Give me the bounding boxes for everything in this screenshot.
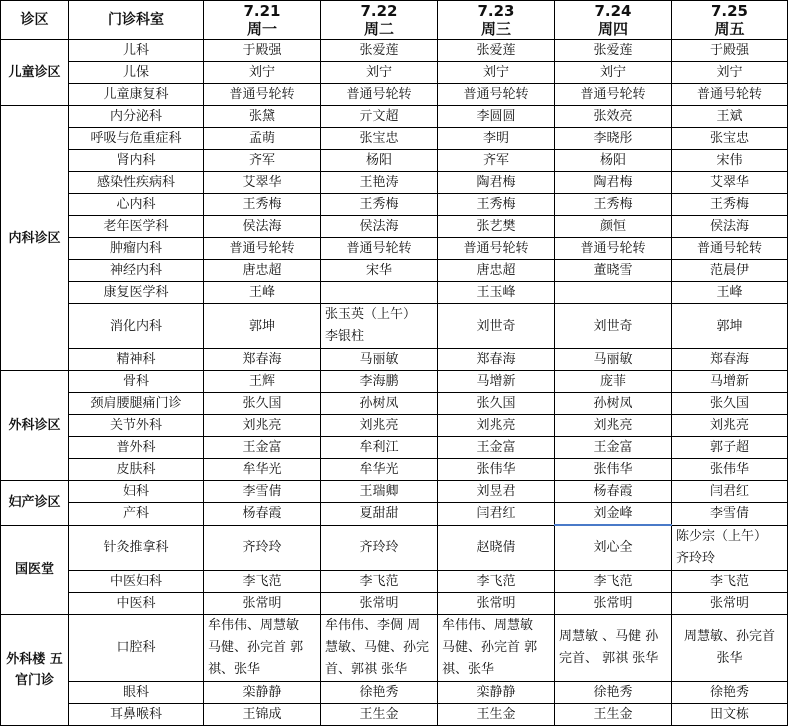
header-date: 7.23 [477, 2, 515, 20]
dept-cell: 神经内科 [69, 260, 204, 282]
doctor-cell: 赵晓倩 [438, 525, 555, 570]
doctor-cell: 孙树凤 [321, 393, 438, 415]
doctor-cell: 李飞范 [321, 570, 438, 592]
doctor-cell: 张常明 [321, 592, 438, 614]
doctor-cell: 栾静静 [204, 681, 321, 703]
doctor-cell: 侯法海 [204, 216, 321, 238]
doctor-cell: 李飞范 [204, 570, 321, 592]
dept-cell: 儿科 [69, 40, 204, 62]
doctor-cell: 王生金 [321, 703, 438, 725]
doctor-cell: 张常明 [672, 592, 788, 614]
table-row [1, 592, 788, 614]
doctor-cell: 郑春海 [438, 349, 555, 371]
doctor-cell: 侯法海 [672, 216, 788, 238]
doctor-cell: 张常明 [438, 592, 555, 614]
dept-cell: 呼吸与危重症科 [69, 128, 204, 150]
doctor-cell: 徐艳秀 [321, 681, 438, 703]
table-row [1, 128, 788, 150]
dept-cell: 儿保 [69, 62, 204, 84]
table-row [1, 614, 788, 681]
header-day-thu [555, 1, 672, 40]
doctor-cell: 栾静静 [438, 681, 555, 703]
table-row [1, 238, 788, 260]
doctor-cell: 王秀梅 [204, 194, 321, 216]
doctor-cell: 刘兆亮 [438, 415, 555, 437]
doctor-cell: 王斌 [672, 106, 788, 128]
doctor-cell: 刘兆亮 [321, 415, 438, 437]
doctor-cell: 刘昱君 [438, 481, 555, 503]
dept-cell: 普外科 [69, 437, 204, 459]
doctor-cell: 王金富 [555, 437, 672, 459]
doctor-cell: 张宝忠 [321, 128, 438, 150]
doctor-cell: 张伟华 [672, 459, 788, 481]
zone-cell-children: 儿童诊区 [1, 40, 69, 106]
header-day-wed [438, 1, 555, 40]
doctor-cell: 陈少宗（上午） 齐玲玲 [672, 525, 788, 570]
doctor-cell [321, 282, 438, 304]
doctor-cell: 王秀梅 [672, 194, 788, 216]
dept-cell: 皮肤科 [69, 459, 204, 481]
dept-cell: 老年医学科 [69, 216, 204, 238]
doctor-cell: 徐艳秀 [555, 681, 672, 703]
doctor-cell: 李明 [438, 128, 555, 150]
doctor-cell: 王峰 [204, 282, 321, 304]
table-row [1, 349, 788, 371]
doctor-cell: 张伟华 [555, 459, 672, 481]
doctor-cell: 齐军 [438, 150, 555, 172]
dept-cell: 消化内科 [69, 304, 204, 349]
doctor-cell: 孙树凤 [555, 393, 672, 415]
doctor-cell: 郭坤 [204, 304, 321, 349]
doctor-cell: 普通号轮转 [672, 238, 788, 260]
doctor-cell: 郑春海 [204, 349, 321, 371]
doctor-cell: 李海鹏 [321, 371, 438, 393]
table-row [1, 172, 788, 194]
doctor-cell: 张伟华 [438, 459, 555, 481]
doctor-cell: 宋伟 [672, 150, 788, 172]
dept-cell: 关节外科 [69, 415, 204, 437]
doctor-cell: 于殿强 [204, 40, 321, 62]
doctor-cell: 陶君梅 [555, 172, 672, 194]
doctor-cell: 唐忠超 [204, 260, 321, 282]
doctor-cell: 张效亮 [555, 106, 672, 128]
doctor-cell: 刘宁 [321, 62, 438, 84]
header-date: 7.24 [594, 2, 632, 20]
doctor-cell: 普通号轮转 [555, 84, 672, 106]
dept-cell: 中医科 [69, 592, 204, 614]
doctor-cell: 马增新 [438, 371, 555, 393]
doctor-cell: 刘宁 [555, 62, 672, 84]
table-row [1, 570, 788, 592]
doctor-cell: 刘金峰 [555, 503, 672, 526]
doctor-cell: 牟伟伟、周慧敏 马健、孙完首 郭祺、张华 [204, 614, 321, 681]
doctor-cell: 齐玲玲 [321, 525, 438, 570]
doctor-cell: 杨阳 [555, 150, 672, 172]
doctor-cell: 杨春霞 [204, 503, 321, 526]
doctor-cell: 李飞范 [555, 570, 672, 592]
doctor-cell: 陶君梅 [438, 172, 555, 194]
doctor-cell: 范晨伊 [672, 260, 788, 282]
header-date: 7.21 [243, 2, 281, 20]
table-row [1, 503, 788, 526]
dept-cell: 耳鼻喉科 [69, 703, 204, 725]
dept-cell: 骨科 [69, 371, 204, 393]
doctor-cell: 普通号轮转 [321, 84, 438, 106]
doctor-cell: 王生金 [438, 703, 555, 725]
table-row [1, 260, 788, 282]
dept-cell: 精神科 [69, 349, 204, 371]
doctor-cell: 牟利江 [321, 437, 438, 459]
table-row [1, 481, 788, 503]
doctor-cell: 李飞范 [672, 570, 788, 592]
doctor-cell: 马增新 [672, 371, 788, 393]
doctor-cell: 普通号轮转 [555, 238, 672, 260]
doctor-cell: 马丽敏 [555, 349, 672, 371]
doctor-cell: 闫君红 [438, 503, 555, 526]
doctor-cell: 郑春海 [672, 349, 788, 371]
doctor-cell: 李飞范 [438, 570, 555, 592]
dept-cell: 儿童康复科 [69, 84, 204, 106]
table-row [1, 304, 788, 349]
doctor-cell: 刘世奇 [438, 304, 555, 349]
doctor-cell: 张艺樊 [438, 216, 555, 238]
table-row [1, 371, 788, 393]
zone-cell-surgery: 外科诊区 [1, 371, 69, 481]
doctor-cell: 郭坤 [672, 304, 788, 349]
doctor-cell: 张久国 [204, 393, 321, 415]
table-row [1, 40, 788, 62]
doctor-cell: 徐艳秀 [672, 681, 788, 703]
doctor-cell: 王生金 [555, 703, 672, 725]
doctor-cell: 张玉英（上午） 李银柱 [321, 304, 438, 349]
doctor-cell: 张常明 [204, 592, 321, 614]
table-row [1, 459, 788, 481]
doctor-cell: 李雪倩 [204, 481, 321, 503]
zone-cell-surgery_bldg: 外科楼 五官门诊 [1, 614, 69, 725]
doctor-cell: 张黛 [204, 106, 321, 128]
dept-cell: 妇科 [69, 481, 204, 503]
doctor-cell: 张爱莲 [438, 40, 555, 62]
table-row [1, 194, 788, 216]
doctor-cell [555, 282, 672, 304]
doctor-cell: 王艳涛 [321, 172, 438, 194]
dept-cell: 肾内科 [69, 150, 204, 172]
doctor-cell: 刘世奇 [555, 304, 672, 349]
table-row [1, 216, 788, 238]
doctor-cell: 颜恒 [555, 216, 672, 238]
dept-cell: 中医妇科 [69, 570, 204, 592]
doctor-cell: 刘兆亮 [555, 415, 672, 437]
doctor-cell: 刘兆亮 [672, 415, 788, 437]
doctor-cell: 田文栋 [672, 703, 788, 725]
header-weekday: 周一 [246, 20, 277, 38]
doctor-cell: 宋华 [321, 260, 438, 282]
header-weekday: 周四 [597, 20, 628, 38]
doctor-cell: 普通号轮转 [321, 238, 438, 260]
zone-cell-internal: 内科诊区 [1, 106, 69, 371]
table-row [1, 62, 788, 84]
header-day-fri [672, 1, 788, 40]
doctor-cell: 周慧敏 、马健 孙完首、 郭祺 张华 [555, 614, 672, 681]
doctor-cell: 普通号轮转 [672, 84, 788, 106]
doctor-cell: 王峰 [672, 282, 788, 304]
table-row [1, 106, 788, 128]
table-row [1, 681, 788, 703]
dept-cell: 肿瘤内科 [69, 238, 204, 260]
header-dept: 门诊科室 [69, 1, 204, 40]
doctor-cell: 牟华光 [204, 459, 321, 481]
table-row [1, 415, 788, 437]
doctor-cell: 王玉峰 [438, 282, 555, 304]
dept-cell: 内分泌科 [69, 106, 204, 128]
header-zone: 诊区 [1, 1, 69, 40]
doctor-cell: 马丽敏 [321, 349, 438, 371]
doctor-cell: 牟伟伟、周慧敏 马健、孙完首 郭祺、张华 [438, 614, 555, 681]
doctor-cell: 周慧敏、孙完首 张华 [672, 614, 788, 681]
doctor-cell: 张久国 [672, 393, 788, 415]
header-weekday: 周三 [480, 20, 511, 38]
doctor-cell: 王辉 [204, 371, 321, 393]
dept-cell: 产科 [69, 503, 204, 526]
doctor-cell: 艾翠华 [672, 172, 788, 194]
doctor-cell: 张常明 [555, 592, 672, 614]
doctor-cell: 艾翠华 [204, 172, 321, 194]
doctor-cell: 李圆圆 [438, 106, 555, 128]
doctor-cell: 王秀梅 [438, 194, 555, 216]
table-row [1, 150, 788, 172]
doctor-cell: 普通号轮转 [204, 238, 321, 260]
doctor-cell: 齐军 [204, 150, 321, 172]
doctor-cell: 普通号轮转 [438, 84, 555, 106]
doctor-cell: 张宝忠 [672, 128, 788, 150]
header-day-mon [204, 1, 321, 40]
doctor-cell: 张爱莲 [321, 40, 438, 62]
doctor-cell: 刘心全 [555, 525, 672, 570]
doctor-cell: 李晓彤 [555, 128, 672, 150]
doctor-cell: 牟伟伟、李倜 周慧敏、马健、孙完首、郭祺 张华 [321, 614, 438, 681]
doctor-cell: 杨春霞 [555, 481, 672, 503]
doctor-cell: 亓文超 [321, 106, 438, 128]
doctor-cell: 刘兆亮 [204, 415, 321, 437]
header-date: 7.22 [360, 2, 398, 20]
table-row [1, 437, 788, 459]
table-row [1, 393, 788, 415]
dept-cell: 针灸推拿科 [69, 525, 204, 570]
doctor-cell: 李雪倩 [672, 503, 788, 526]
doctor-cell: 王秀梅 [555, 194, 672, 216]
header-weekday: 周二 [363, 20, 394, 38]
header-date: 7.25 [710, 2, 748, 20]
doctor-cell: 于殿强 [672, 40, 788, 62]
doctor-cell: 刘宁 [438, 62, 555, 84]
doctor-cell: 闫君红 [672, 481, 788, 503]
doctor-cell: 侯法海 [321, 216, 438, 238]
zone-cell-obgyn: 妇产诊区 [1, 481, 69, 526]
doctor-cell: 王锦成 [204, 703, 321, 725]
header-row [1, 1, 788, 40]
dept-cell: 眼科 [69, 681, 204, 703]
doctor-cell: 刘宁 [672, 62, 788, 84]
doctor-cell: 张爱莲 [555, 40, 672, 62]
table-row [1, 703, 788, 725]
doctor-cell: 张久国 [438, 393, 555, 415]
table-row [1, 525, 788, 570]
dept-cell: 感染性疾病科 [69, 172, 204, 194]
doctor-cell: 杨阳 [321, 150, 438, 172]
doctor-cell: 王金富 [204, 437, 321, 459]
dept-cell: 口腔科 [69, 614, 204, 681]
dept-cell: 康复医学科 [69, 282, 204, 304]
doctor-cell: 牟华光 [321, 459, 438, 481]
header-day-tue [321, 1, 438, 40]
doctor-cell: 唐忠超 [438, 260, 555, 282]
table-row [1, 282, 788, 304]
doctor-cell: 庞菲 [555, 371, 672, 393]
doctor-cell: 孟萌 [204, 128, 321, 150]
dept-cell: 心内科 [69, 194, 204, 216]
zone-cell-tcm: 国医堂 [1, 525, 69, 614]
doctor-cell: 普通号轮转 [204, 84, 321, 106]
doctor-cell: 王瑞卿 [321, 481, 438, 503]
doctor-cell: 董晓雪 [555, 260, 672, 282]
doctor-cell: 刘宁 [204, 62, 321, 84]
doctor-cell: 王金富 [438, 437, 555, 459]
table-row [1, 84, 788, 106]
header-weekday: 周五 [714, 20, 745, 38]
dept-cell: 颈肩腰腿痛门诊 [69, 393, 204, 415]
doctor-cell: 郭子超 [672, 437, 788, 459]
doctor-cell: 王秀梅 [321, 194, 438, 216]
doctor-cell: 普通号轮转 [438, 238, 555, 260]
doctor-cell: 齐玲玲 [204, 525, 321, 570]
doctor-cell: 夏甜甜 [321, 503, 438, 526]
